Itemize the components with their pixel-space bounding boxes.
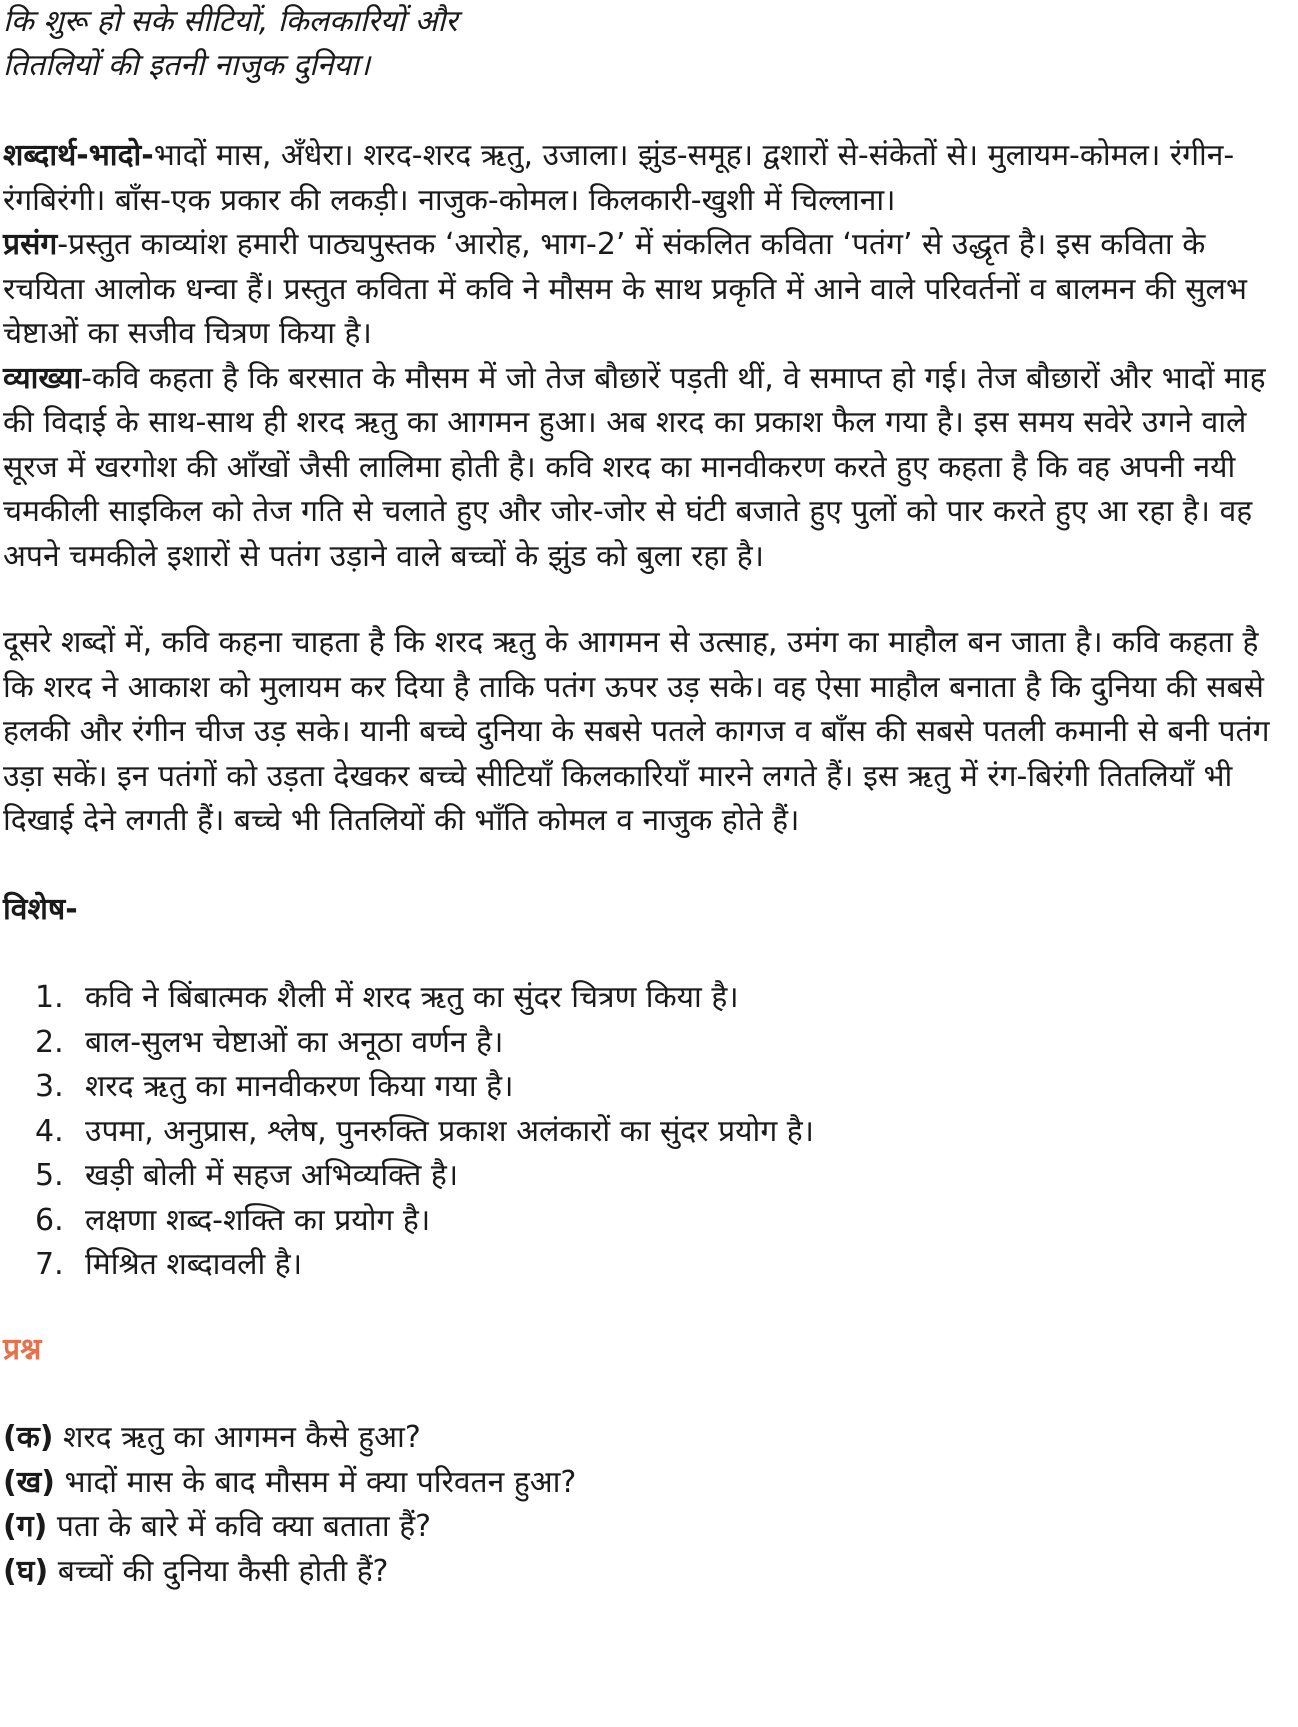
list-text: बाल-सुलभ चेष्टाओं का अनूठा वर्णन है। <box>85 1024 504 1060</box>
list-item <box>35 976 1288 1021</box>
list-item <box>35 1021 1288 1066</box>
question-text: बच्चों की दुनिया कैसी होती हैं? <box>48 1553 389 1589</box>
vyakhya-text: -कवि कहता है कि बरसात के मौसम में जो तेज बौछारें पड़ती थीं, वे समाप्त हो गई। तेज बौछारों और भादों माह की विदाई के साथ-साथ ही शरद ऋतु का आगमन हुआ। अब शरद का प्रकाश फैल गया है। इस समय सवेरे उगने वाले सूरज में खरगोश की आँखों जैसी लालिमा होती है। कवि शरद का मानवीकरण करते हुए कहता है कि वह अपनी नयी चमकीली साइकिल को तेज गति से चलाते हुए और जोर-जोर से घंटी बजाते हुए पुलों को पार करते हुए आ रहा है। वह अपने चमकीले इशारों से पतंग उड़ाने वाले बच्चों के झुंड को बुला रहा है। <box>3 360 1266 574</box>
prasang-paragraph <box>3 223 1288 357</box>
second-paragraph: दूसरे शब्दों में, कवि कहना चाहता है कि शरद ऋतु के आगमन से उत्साह, उमंग का माहौल बन जाता है। कवि कहता है कि शरद ने आकाश को मुलायम कर दिया है ताकि पतंग ऊपर उड़ सके। वह ऐसा माहौल बनाता है कि दुनिया की सबसे हलकी और रंगीन चीज उड़ सके। यानी बच्चे दुनिया के सबसे पतले कागज व बाँस की सबसे पतली कमानी से बनी पतंग उड़ा सकें। इन पतंगों को उड़ता देखकर बच्चे सीटियाँ किलकारियाँ मारने लगते हैं। इस ऋतु में रंग-बिरंगी तितलियाँ भी दिखाई देने लगती हैं। बच्चे भी तितलियों की भाँति कोमल व नाजुक होते हैं। <box>3 625 1270 838</box>
list-item <box>35 1154 1288 1199</box>
document-page <box>3 0 1288 1594</box>
question-text: पता के बारे में कवि क्या बताता हैं? <box>47 1509 432 1544</box>
list-text: मिश्रित शब्दावली है। <box>85 1247 303 1282</box>
list-text: कवि ने बिंबात्मक शैली में शरद ऋतु का सुंदर चित्रण किया है। <box>85 980 739 1015</box>
vyakhya-label: व्याख्या <box>3 360 82 396</box>
vyakhya-paragraph <box>3 357 1288 580</box>
list-item <box>35 1199 1288 1244</box>
list-item <box>35 1243 1288 1288</box>
question-label: (घ) <box>3 1553 49 1589</box>
list-number: 4. <box>35 1113 64 1149</box>
list-item <box>35 1110 1288 1155</box>
list-number: 5. <box>35 1158 64 1193</box>
poem-excerpt <box>3 0 1288 88</box>
question-item <box>3 1550 1288 1595</box>
poem-line: तितलियों की इतनी नाजुक दुनिया। <box>3 48 371 83</box>
list-text: उपमा, अनुप्रास, श्लेष, पुनरुक्ति प्रकाश अलंकारों का सुंदर प्रयोग है। <box>85 1113 815 1149</box>
list-number: 6. <box>35 1202 64 1238</box>
list-text: लक्षणा शब्द-शक्ति का प्रयोग है। <box>85 1202 431 1238</box>
question-item <box>3 1461 1288 1506</box>
question-label: (ग) <box>3 1509 48 1544</box>
question-label: (ख) <box>3 1464 55 1500</box>
question-item <box>3 1416 1288 1461</box>
poem-line: कि शुरू हो सके सीटियों, किलकारियों और <box>3 4 458 39</box>
prasang-text: -प्रस्तुत काव्यांश हमारी पाठ्यपुस्तक ‘आरोह, भाग-2’ में संकलित कविता ‘पतंग’ से उद्धृत है। इस कविता के रचयिता आलोक धन्वा हैं। प्रस्तुत कविता में कवि ने मौसम के साथ प्रकृति में आने वाले परिवर्तनों व बालमन की सुलभ चेष्टाओं का सजीव चित्रण किया है। <box>3 227 1247 351</box>
question-text: शरद ऋतु का आगमन कैसे हुआ? <box>53 1420 421 1455</box>
vishesh-heading: विशेष- <box>3 891 78 927</box>
list-item <box>35 1065 1288 1110</box>
list-number: 3. <box>35 1069 64 1104</box>
list-number: 2. <box>35 1024 64 1060</box>
prasang-label: प्रसंग <box>3 227 58 262</box>
shabdarth-label: शब्दार्थ-भादो- <box>3 138 154 173</box>
vishesh-list <box>3 976 1288 1288</box>
shabdarth-paragraph <box>3 134 1288 223</box>
question-text: भादों मास के बाद मौसम में क्या परिवतन हुआ? <box>54 1464 577 1500</box>
question-label: (क) <box>3 1420 54 1455</box>
list-text: शरद ऋतु का मानवीकरण किया गया है। <box>85 1069 514 1104</box>
list-number: 7. <box>35 1247 64 1282</box>
question-item <box>3 1505 1288 1550</box>
shabdarth-text: भादों मास, अँधेरा। शरद-शरद ऋतु, उजाला। झुंड-समूह। द्वशारों से-संकेतों से। मुलायम-कोमल। रंगीन-रंगबिरंगी। बाँस-एक प्रकार की लकड़ी। नाजुक-कोमल। किलकारी-खुशी में चिल्लाना। <box>3 138 1235 218</box>
list-number: 1. <box>35 980 64 1015</box>
prashn-heading: प्रश्न <box>3 1331 42 1367</box>
list-text: खड़ी बोली में सहज अभिव्यक्ति है। <box>85 1158 459 1193</box>
